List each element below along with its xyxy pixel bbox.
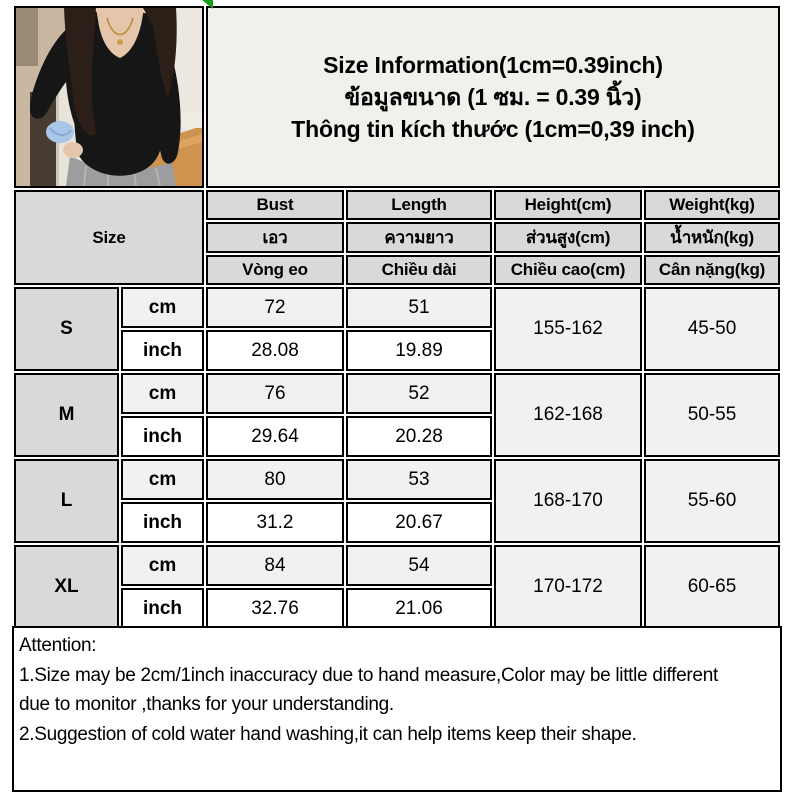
s-bust-inch: 28.08 xyxy=(206,330,344,371)
title-english: Size Information(1cm=0.39inch) xyxy=(323,52,663,78)
attention-line-3: 2.Suggestion of cold water hand washing,it can help items keep their shape. xyxy=(19,723,637,745)
m-bust-inch: 29.64 xyxy=(206,416,344,457)
photo-title-row xyxy=(14,6,780,188)
table-row-xl-cm xyxy=(14,545,780,586)
m-weight-range: 50-55 xyxy=(644,373,780,457)
size-table xyxy=(12,4,782,631)
col-header-weight-vi: Cân nặng(kg) xyxy=(644,255,780,285)
col-header-height-th: ส่วนสูง(cm) xyxy=(494,222,642,253)
col-header-bust-vi: Vòng eo xyxy=(206,255,344,285)
m-height-range: 162-168 xyxy=(494,373,642,457)
size-corner-label: Size xyxy=(14,190,204,285)
col-header-bust-th: เอว xyxy=(206,222,344,253)
attention-heading: Attention: xyxy=(19,635,97,656)
col-header-height-vi: Chiều cao(cm) xyxy=(494,255,642,285)
size-label-l: L xyxy=(14,459,119,543)
unit-label-inch: inch xyxy=(121,330,204,371)
col-header-bust-en: Bust xyxy=(206,190,344,220)
col-header-weight-th: น้ำหนัก(kg) xyxy=(644,222,780,253)
unit-label-cm: cm xyxy=(121,459,204,500)
s-length-inch: 19.89 xyxy=(346,330,492,371)
s-length-cm: 51 xyxy=(346,287,492,328)
table-row-s-cm xyxy=(14,287,780,328)
xl-length-inch: 21.06 xyxy=(346,588,492,629)
title-cell xyxy=(206,6,780,188)
attention-line-2: due to monitor ,thanks for your understanding. xyxy=(19,694,394,715)
unit-label-cm: cm xyxy=(121,287,204,328)
s-weight-range: 45-50 xyxy=(644,287,780,371)
product-photo xyxy=(16,8,202,186)
unit-label-inch: inch xyxy=(121,502,204,543)
header-row-english xyxy=(14,190,780,220)
table-row-m-cm xyxy=(14,373,780,414)
xl-bust-inch: 32.76 xyxy=(206,588,344,629)
xl-length-cm: 54 xyxy=(346,545,492,586)
l-bust-inch: 31.2 xyxy=(206,502,344,543)
attention-line-1: 1.Size may be 2cm/1inch inaccuracy due to hand measure,Color may be little different xyxy=(19,664,718,686)
title-thai: ข้อมูลขนาด (1 ซม. = 0.39 นิ้ว) xyxy=(344,84,642,110)
l-bust-cm: 80 xyxy=(206,459,344,500)
product-photo-cell xyxy=(14,6,204,188)
unit-label-cm: cm xyxy=(121,373,204,414)
unit-label-cm: cm xyxy=(121,545,204,586)
size-label-m: M xyxy=(14,373,119,457)
xl-weight-range: 60-65 xyxy=(644,545,780,629)
table-row-l-cm xyxy=(14,459,780,500)
unit-label-inch: inch xyxy=(121,416,204,457)
xl-height-range: 170-172 xyxy=(494,545,642,629)
col-header-length-en: Length xyxy=(346,190,492,220)
col-header-height-en: Height(cm) xyxy=(494,190,642,220)
s-bust-cm: 72 xyxy=(206,287,344,328)
m-bust-cm: 76 xyxy=(206,373,344,414)
attention-note xyxy=(12,626,782,792)
col-header-weight-en: Weight(kg) xyxy=(644,190,780,220)
l-weight-range: 55-60 xyxy=(644,459,780,543)
size-label-s: S xyxy=(14,287,119,371)
title-vietnamese: Thông tin kích thước (1cm=0,39 inch) xyxy=(291,116,695,142)
unit-label-inch: inch xyxy=(121,588,204,629)
l-height-range: 168-170 xyxy=(494,459,642,543)
green-corner-marker-icon xyxy=(202,0,213,9)
col-header-length-th: ความยาว xyxy=(346,222,492,253)
m-length-inch: 20.28 xyxy=(346,416,492,457)
xl-bust-cm: 84 xyxy=(206,545,344,586)
l-length-cm: 53 xyxy=(346,459,492,500)
l-length-inch: 20.67 xyxy=(346,502,492,543)
col-header-length-vi: Chiều dài xyxy=(346,255,492,285)
s-height-range: 155-162 xyxy=(494,287,642,371)
m-length-cm: 52 xyxy=(346,373,492,414)
size-label-xl: XL xyxy=(14,545,119,629)
